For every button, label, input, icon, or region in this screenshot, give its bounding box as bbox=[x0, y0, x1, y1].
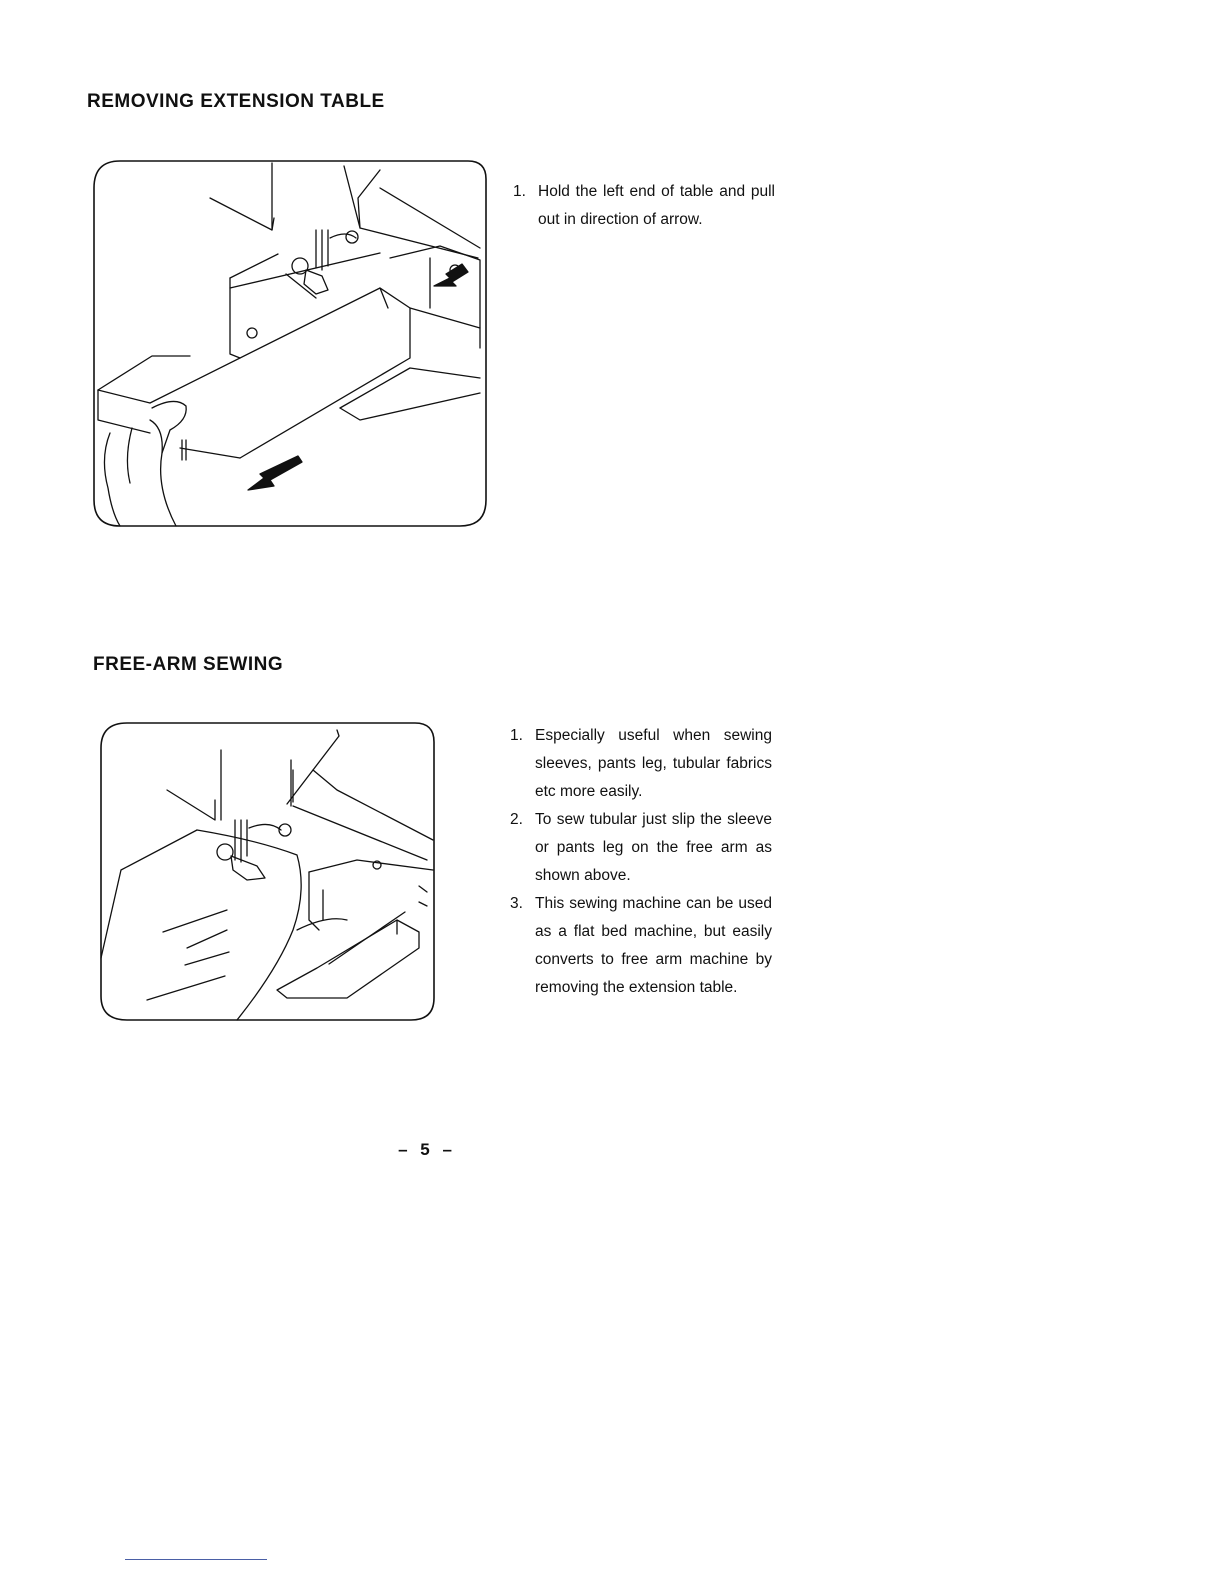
extension-table-illustration bbox=[90, 158, 488, 530]
free-arm-sewing-illustration bbox=[97, 720, 436, 1022]
section-title-free-arm-sewing: FREE-ARM SEWING bbox=[93, 654, 284, 675]
section-title-removing-extension-table: REMOVING EXTENSION TABLE bbox=[87, 91, 385, 112]
list-item bbox=[510, 890, 772, 1002]
step-text: Especially useful when sewing sleeves, pants leg, tubular fabrics etc more easily. bbox=[535, 727, 772, 800]
footer-rule bbox=[125, 1559, 267, 1560]
step-number: 3. bbox=[510, 895, 523, 912]
page-number: – 5 – bbox=[398, 1140, 456, 1159]
step-text: To sew tubular just slip the sleeve or pants leg on the free arm as shown above. bbox=[535, 811, 772, 884]
list-item bbox=[513, 178, 775, 234]
step-text: This sewing machine can be used as a flat bed machine, but easily converts to free arm machine by removing the extension table. bbox=[535, 895, 772, 996]
list-item bbox=[510, 806, 772, 890]
removing-table-steps bbox=[513, 178, 775, 234]
step-number: 1. bbox=[510, 727, 523, 744]
free-arm-steps bbox=[510, 722, 772, 1002]
list-item bbox=[510, 722, 772, 806]
step-number: 2. bbox=[510, 811, 523, 828]
step-text: Hold the left end of table and pull out in direction of arrow. bbox=[538, 183, 775, 228]
step-number: 1. bbox=[513, 183, 526, 200]
